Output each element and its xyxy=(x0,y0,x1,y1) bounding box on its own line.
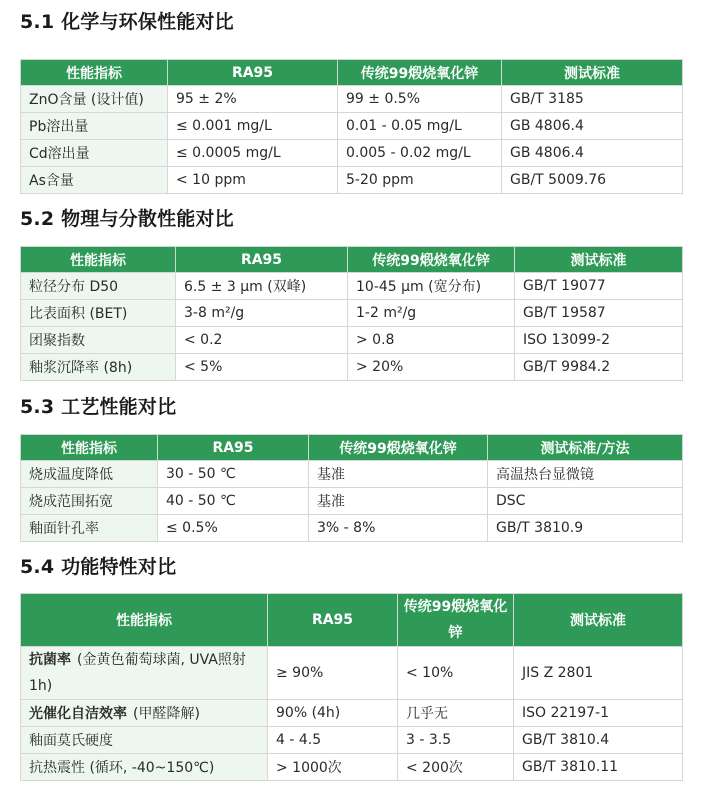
standard-cell: DSC xyxy=(488,488,683,515)
metric-note: (甲醛降解) xyxy=(133,706,200,722)
metric-cell: 粒径分布 D50 xyxy=(21,273,176,300)
standard-cell: GB/T 5009.76 xyxy=(502,167,683,194)
table-row xyxy=(21,727,683,754)
traditional-cell: 0.005 - 0.02 mg/L xyxy=(338,140,502,167)
traditional-cell: 基准 xyxy=(309,488,488,515)
column-header: 测试标准 xyxy=(515,247,683,273)
ra95-cell: 30 - 50 ℃ xyxy=(158,461,309,488)
standard-cell: GB/T 19077 xyxy=(515,273,683,300)
ra95-cell: ≤ 0.001 mg/L xyxy=(168,113,338,140)
column-header: RA95 xyxy=(268,594,398,647)
traditional-cell: 10-45 μm (宽分布) xyxy=(348,273,515,300)
traditional-cell: > 0.8 xyxy=(348,327,515,354)
column-header: RA95 xyxy=(168,60,338,86)
traditional-cell: 99 ± 0.5% xyxy=(338,86,502,113)
section-title-5-1: 5.1 化学与环保性能对比 xyxy=(20,11,234,33)
metric-name: 光催化自洁效率 xyxy=(29,706,127,722)
metric-name: 抗菌率 xyxy=(29,652,71,668)
process-performance-table xyxy=(20,434,683,542)
column-header: 性能指标 xyxy=(21,60,168,86)
ra95-cell: > 1000次 xyxy=(268,754,398,781)
metric-note: (金黄色葡萄球菌, UVA照射1h) xyxy=(29,652,246,694)
column-header: 测试标准/方法 xyxy=(488,435,683,461)
ra95-cell: 95 ± 2% xyxy=(168,86,338,113)
table-row xyxy=(21,167,683,194)
metric-cell: 烧成温度降低 xyxy=(21,461,158,488)
ra95-cell: ≤ 0.5% xyxy=(158,515,309,542)
ra95-cell: ≤ 0.0005 mg/L xyxy=(168,140,338,167)
traditional-cell: 3% - 8% xyxy=(309,515,488,542)
table-row xyxy=(21,140,683,167)
ra95-cell: < 0.2 xyxy=(176,327,348,354)
metric-cell: 抗热震性 (循环, -40~150℃) xyxy=(21,754,268,781)
column-header: RA95 xyxy=(176,247,348,273)
table-row xyxy=(21,273,683,300)
functional-properties-table xyxy=(20,593,683,781)
metric-cell: As含量 xyxy=(21,167,168,194)
metric-cell: 比表面积 (BET) xyxy=(21,300,176,327)
ra95-cell: 90% (4h) xyxy=(268,700,398,727)
column-header: 测试标准 xyxy=(502,60,683,86)
traditional-cell: 0.01 - 0.05 mg/L xyxy=(338,113,502,140)
metric-cell: 烧成范围拓宽 xyxy=(21,488,158,515)
column-header: 传统99煅烧氧化锌 xyxy=(338,60,502,86)
standard-cell: JIS Z 2801 xyxy=(514,647,683,700)
table-header-row xyxy=(21,247,683,273)
traditional-cell: 1-2 m²/g xyxy=(348,300,515,327)
table-row xyxy=(21,86,683,113)
metric-cell xyxy=(21,700,268,727)
metric-cell: Pb溶出量 xyxy=(21,113,168,140)
column-header: 传统99煅烧氧化锌 xyxy=(309,435,488,461)
table-row xyxy=(21,515,683,542)
standard-cell: 高温热台显微镜 xyxy=(488,461,683,488)
metric-cell: Cd溶出量 xyxy=(21,140,168,167)
standard-cell: ISO 13099-2 xyxy=(515,327,683,354)
table-header-row xyxy=(21,435,683,461)
standard-cell: GB/T 3810.4 xyxy=(514,727,683,754)
chemical-environmental-table xyxy=(20,59,683,194)
section-title-5-3: 5.3 工艺性能对比 xyxy=(20,396,177,418)
traditional-cell: 5-20 ppm xyxy=(338,167,502,194)
column-header: 性能指标 xyxy=(21,435,158,461)
table-row xyxy=(21,354,683,381)
standard-cell: GB/T 3185 xyxy=(502,86,683,113)
traditional-cell: 基准 xyxy=(309,461,488,488)
metric-cell: 釉面莫氏硬度 xyxy=(21,727,268,754)
standard-cell: GB/T 19587 xyxy=(515,300,683,327)
column-header: 性能指标 xyxy=(21,594,268,647)
section-title-5-2: 5.2 物理与分散性能对比 xyxy=(20,208,234,230)
ra95-cell: < 5% xyxy=(176,354,348,381)
table-row xyxy=(21,488,683,515)
metric-cell: 釉浆沉降率 (8h) xyxy=(21,354,176,381)
standard-cell: GB/T 9984.2 xyxy=(515,354,683,381)
table-row xyxy=(21,647,683,700)
traditional-cell: 几乎无 xyxy=(398,700,514,727)
metric-cell: ZnO含量 (设计值) xyxy=(21,86,168,113)
physical-dispersion-table xyxy=(20,246,683,381)
table-header-row xyxy=(21,594,683,647)
table-row xyxy=(21,700,683,727)
ra95-cell: 4 - 4.5 xyxy=(268,727,398,754)
column-header: 性能指标 xyxy=(21,247,176,273)
table-row xyxy=(21,461,683,488)
table-row xyxy=(21,327,683,354)
traditional-cell: > 20% xyxy=(348,354,515,381)
metric-cell: 团聚指数 xyxy=(21,327,176,354)
table-row xyxy=(21,300,683,327)
standard-cell: ISO 22197-1 xyxy=(514,700,683,727)
standard-cell: GB/T 3810.9 xyxy=(488,515,683,542)
standard-cell: GB 4806.4 xyxy=(502,140,683,167)
traditional-cell: < 10% xyxy=(398,647,514,700)
table-header-row xyxy=(21,60,683,86)
column-header: 传统99煅烧氧化锌 xyxy=(348,247,515,273)
standard-cell: GB/T 3810.11 xyxy=(514,754,683,781)
table-row xyxy=(21,754,683,781)
column-header: 传统99煅烧氧化锌 xyxy=(398,594,514,647)
column-header: 测试标准 xyxy=(514,594,683,647)
metric-cell: 釉面针孔率 xyxy=(21,515,158,542)
traditional-cell: < 200次 xyxy=(398,754,514,781)
ra95-cell: ≥ 90% xyxy=(268,647,398,700)
ra95-cell: 6.5 ± 3 μm (双峰) xyxy=(176,273,348,300)
table-row xyxy=(21,113,683,140)
ra95-cell: < 10 ppm xyxy=(168,167,338,194)
metric-cell xyxy=(21,647,268,700)
ra95-cell: 3-8 m²/g xyxy=(176,300,348,327)
ra95-cell: 40 - 50 ℃ xyxy=(158,488,309,515)
standard-cell: GB 4806.4 xyxy=(502,113,683,140)
section-title-5-4: 5.4 功能特性对比 xyxy=(20,556,177,578)
column-header: RA95 xyxy=(158,435,309,461)
traditional-cell: 3 - 3.5 xyxy=(398,727,514,754)
